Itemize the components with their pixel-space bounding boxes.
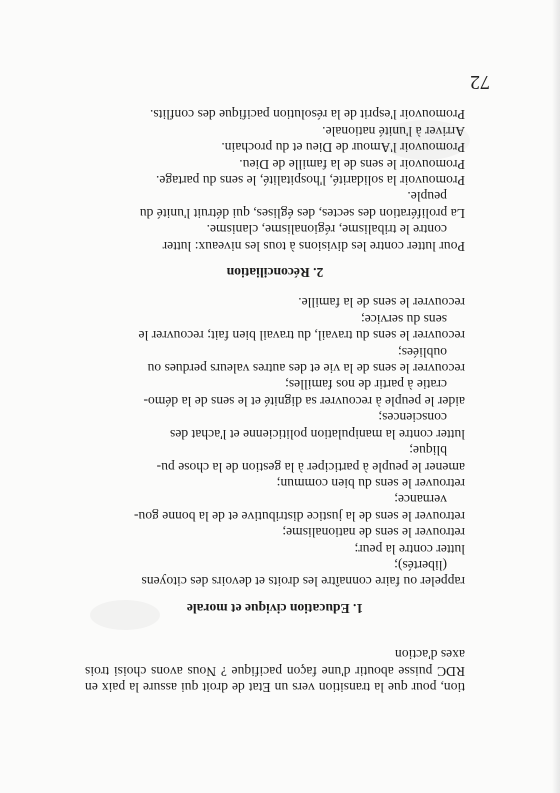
list-item: retrouver le sens de la justice distributive et de la bonne gou-: [133, 508, 465, 524]
list-item: recouvrer le sens du travail, du travail bien fait; recouvrer le: [138, 328, 465, 344]
list-item: (libertés);: [394, 557, 447, 573]
page-number: 72: [470, 71, 490, 93]
section-heading-1: 1. Education civique et morale: [186, 600, 364, 616]
list-item: La prolifération des sectes, des églises, qui détruit l'unité du: [139, 205, 465, 221]
list-item: retrouver le sens du bien commun;: [276, 475, 465, 491]
list-item: blique;: [409, 443, 447, 459]
list-item: Promouvoir l'esprit de la résolution pacifique des conflits.: [149, 107, 465, 123]
list-item: recouvrer le sens de la vie et des autres valeurs perdues ou: [147, 361, 465, 377]
list-item: peuple.: [407, 189, 447, 205]
list-item: Arriver à l'unité nationale.: [322, 123, 465, 139]
list-item: aider le peuple à recouvrer sa dignité et le sens de la démo-: [143, 393, 465, 409]
intro-paragraph: tion, pour que la transition vers un Etat de droit qui assure la paix en RDC puisse aboutir d'une façon pacifique ? Nous avons choisi trois axes d'action: [85, 647, 465, 695]
list-item: recouvrer le sens de la famille.: [298, 295, 465, 311]
list-item: vernance;: [394, 492, 447, 508]
list-item: lutter contre la peur;: [354, 541, 465, 557]
list-item: contre le tribalisme, régionalisme, clanisme.: [206, 222, 447, 238]
list-item: oubliées;: [397, 344, 447, 360]
list-item: cratie à partir de nos familles;: [285, 377, 447, 393]
list-item: Pour lutter contre les divisions à tous les niveaux: lutter: [162, 238, 465, 254]
list-item: amener le peuple à participer à la gestion de la chose pu-: [156, 459, 465, 475]
list-item: lutter contre la manipulation politicienne et l'achat des: [170, 426, 465, 442]
list-item: retrouver le sens de nationalisme;: [282, 525, 465, 541]
list-item: consciences;: [378, 410, 447, 426]
body-text: [85, 106, 465, 695]
list-item: Promouvoir l'Amour de Dieu et du prochain.: [221, 140, 465, 156]
list-item: sens du service;: [360, 311, 447, 327]
list-item: rappeler ou faire connaître les droits et devoirs des citoyens: [141, 574, 465, 590]
section-heading-2: 2. Réconciliation: [226, 265, 324, 281]
list-item: Promouvoir le sens de la famille de Dieu.: [239, 156, 465, 172]
list-item: Promouvoir la solidarité, l'hospitalité, le sens du partage.: [156, 173, 465, 189]
